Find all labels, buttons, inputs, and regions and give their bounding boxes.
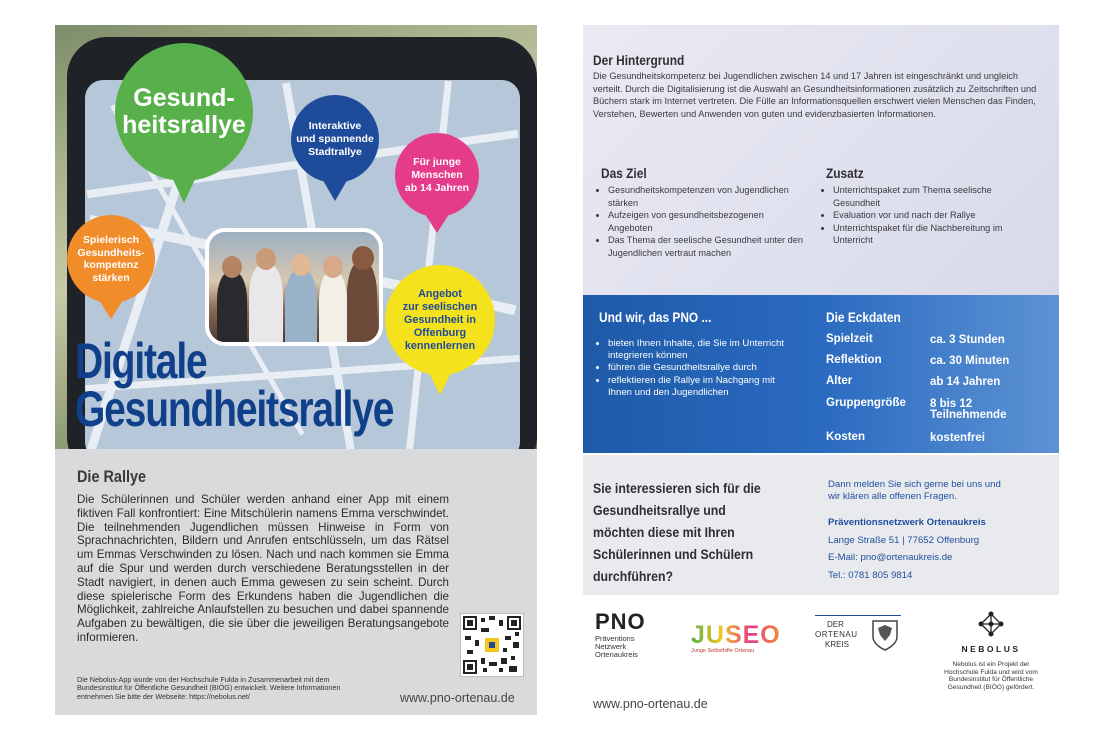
eck-key: Kosten [826,431,865,443]
contact-phone[interactable]: Tel.: 0781 805 9814 [828,570,913,581]
eagle-crest-icon [871,619,899,651]
eck-key: Reflektion [826,354,882,366]
list-item: • Aufzeigen von gesundheitsbezogenen Angeboten [608,209,804,234]
contact-organization: Präventionsnetzwerk Ortenaukreis [828,517,986,528]
kreis-logo-text: KREIS [825,640,850,649]
flyer-title [75,333,394,437]
zusatz-title: Zusatz [826,165,864,181]
pno-logo-text: PNO [595,609,646,634]
contact-email[interactable]: E-Mail: pno@ortenaukreis.de [828,552,953,563]
bubble-text: Interaktive [308,119,362,132]
juseo-logo [691,621,781,661]
bubble-text: Stadtrallye [308,145,362,158]
eck-value: Teilnehmende [930,409,1007,421]
bubble-text: ab 14 Jahren [404,181,470,194]
kreis-logo-text: ORTENAU [815,630,858,639]
bubble-tail [97,297,125,319]
bubble-text: Offenburg [413,326,467,339]
bubble-text: Gesund- [133,84,235,112]
bubble-text: kompetenz [83,259,139,271]
bubble-tail [321,177,349,201]
title-line-1: Digitale [75,333,207,389]
kreis-logo-text: DER [827,620,844,629]
bubble-text: zur seelischen [402,300,478,313]
eck-value: ca. 30 Minuten [930,355,1010,367]
bubble-tail [423,211,451,233]
hintergrund-text: Die Gesundheitskompetenz bei Jugendlichen zwischen 14 und 17 Jahren ist eingeschränkt und ungleich verteilt. Durch die Digitalisierung ist die Auswahl an Gesundheitsinformationen zusätzlich zu Zeitschriften und Büchern stark im Internet vertreten. Die Fülle an Informationsquellen erschwert vielen Menschen das Finden, Verstehen, Bewerten und Anwenden von guten und evidenzbasierten Informationen. [593,71,1037,119]
nebolus-molecule-icon [978,611,1004,637]
pno-title: Und wir, das PNO ... [599,309,712,325]
nebolus-note-line: Bundesinstitut für Öffentliche [948,676,1034,684]
flyer-front-page [55,25,537,715]
website-link[interactable]: www.pno-ortenau.de [593,697,708,711]
pno-logo [595,609,665,669]
bubble-text: Angebot [418,287,462,300]
list-item: • Unterrichtspaket für die Nachbereitung im Unterricht [833,222,1024,247]
ortenaukreis-logo [815,615,905,665]
eck-key: Alter [826,375,853,387]
list-item: • führen die Gesundheitsrallye durch [608,362,789,374]
eck-value: ab 14 Jahren [930,376,1001,388]
juseo-logo-text: JUSEO [691,621,781,649]
ziel-title: Das Ziel [601,165,647,181]
pno-logo-subtext: Präventions [595,634,635,643]
juseo-logo-subtext: Junge Selbsthilfe Ortenau [691,648,755,654]
contact-question: Sie interessieren sich für die Gesundheitsrallye und möchten diese mit Ihren Schülerinnen und Schülern durchführen? [593,480,761,584]
bubble-seelische-gesundheit [385,265,495,375]
bubble-stadtrallye [291,95,379,183]
eck-key: Gruppengröße [826,397,906,409]
list-item: • Unterrichtspaket zum Thema seelische Gesundheit [833,184,1024,209]
list-item: • Das Thema der seelische Gesundheit unter den Jugendlichen vertraut machen [608,234,804,259]
ziel-list [599,184,804,259]
flyer-back-page [583,25,1059,715]
contact-intro: Dann melden Sie sich gerne bei uns und [828,479,1001,490]
bubble-text: kennenlernen [404,339,476,352]
bubble-text: Spielerisch [82,234,140,246]
nebolus-logo [931,611,1051,711]
list-item: • Evaluation vor und nach der Rallye [833,209,1024,222]
bubble-text: Menschen [411,168,463,181]
bubble-tail [170,173,198,203]
title-line-2: Gesundheitsrallye [75,381,394,437]
list-item: • bieten Ihnen Inhalte, die Sie im Unterricht integrieren können [608,338,789,362]
list-item: • reflektieren die Rallye im Nachgang mit Ihnen und den Jugendlichen [608,375,789,399]
nebolus-logo-text: NEBOLUS [961,644,1021,654]
bubble-gesundheitskompetenz [67,215,155,303]
hintergrund-title: Der Hintergrund [593,52,685,68]
contact-intro: wir klären alle offenen Fragen. [828,491,957,502]
nebolus-note-line: Hochschule Fulda und wird vom [944,668,1038,676]
pno-logo-subtext: Ortenaukreis [595,650,638,659]
nebolus-note-line: Gesundheit (BIÖG) gefördert. [947,683,1035,691]
eck-key: Spielzeit [826,333,873,345]
pno-logo-subtext: Netzwerk [595,642,627,651]
footnote: Die Nebolus-App wurde von der Hochschule Fulda in Zusammenarbeit mit dem Bundesinstitut für Öffentliche Gesundheit (BIÖG) entwickelt. Weitere Informationen entnehmen Sie bitte der Webseite: https://nebolus.net/ [77,675,341,701]
section-title-rallye: Die Rallye [77,467,147,486]
bubble-text: heitsrallye [122,111,246,139]
qr-code[interactable] [460,613,524,677]
bubble-text: und spannende [296,132,374,145]
pno-list [599,338,789,399]
bubble-tail [426,367,454,395]
bubble-text: stärken [92,271,130,284]
section-text-rallye: Die Schülerinnen und Schüler werden anhand einer App mit einem fiktiven Fall konfrontiert: Eine Mitschülerin namens Emma verschwindet. Die teilnehmenden Jugendlichen müssen Hinweise in Form von Sprachnachrichten, Bildern und Anrufen entschlüsseln, um das Rätsel um Emmas Verschwinden zu lösen. Nach und nach kommen sie Emma auf die Spur und werden durch verschiedene Beratungsstellen in der Stadt navigiert, in denen auch Emma gewesen zu sein scheint. Durch diese spielerische Form des Erkundens haben die Jugendlichen die Möglichkeit, zahlreiche Anlaufstellen zu besuchen und dabei spannende Aufgaben zu bewältigen, die sie über die jeweiligen Beratungsangebote informieren. [77,493,449,644]
nebolus-note [931,661,1051,691]
qr-code-graphic [461,614,523,676]
bubble-text: Gesundheit in [404,313,476,326]
website-link[interactable]: www.pno-ortenau.de [400,691,515,705]
eckdaten-title: Die Eckdaten [826,309,901,325]
eck-value: kostenfrei [930,432,985,444]
list-item: • Gesundheitskompetenzen von Jugendlichen stärken [608,184,804,209]
nebolus-note-line: Nebolus ist ein Projekt der [952,661,1030,668]
bubble-text: Gesundheits- [77,246,145,259]
bubble-gesundheitsrallye [115,43,253,181]
zusatz-list [824,184,1024,247]
contact-address: Lange Straße 51 | 77652 Offenburg [828,535,980,546]
eck-value: ca. 3 Stunden [930,334,1005,346]
bubble-junge-menschen [395,133,479,217]
group-photo [205,228,383,346]
bubble-text: Für junge [413,155,461,168]
eck-value: 8 bis 12 [930,398,973,410]
